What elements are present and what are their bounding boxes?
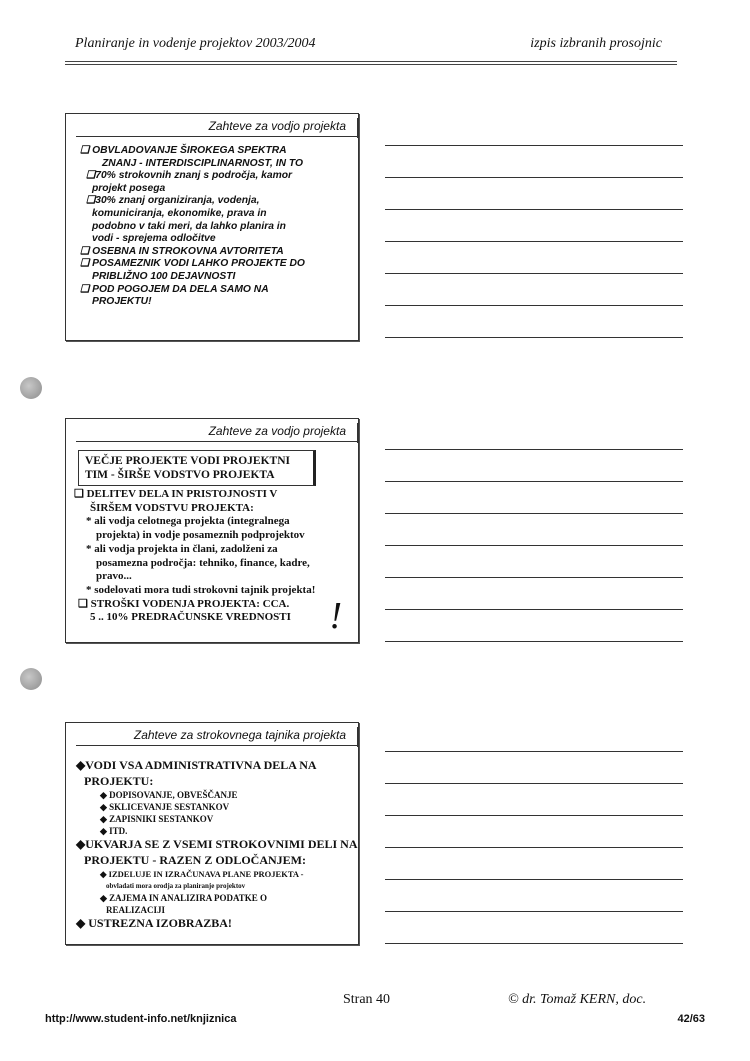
slide-3 bbox=[65, 722, 359, 945]
slide-line: * ali vodja projekta in člani, zadolženi za bbox=[86, 542, 278, 555]
slide-line: ◆ DOPISOVANJE, OBVEŠČANJE bbox=[100, 790, 238, 800]
slide-line: vodi - sprejema odločitve bbox=[92, 233, 216, 245]
slide-line: ◆ ZAJEMA IN ANALIZIRA PODATKE O bbox=[100, 893, 268, 903]
slide-1 bbox=[65, 113, 359, 341]
page-count: 42/63 bbox=[677, 1013, 705, 1025]
slide-line: ZNANJ - INTERDISCIPLINARNOST, IN TO bbox=[102, 157, 303, 169]
slide-line: 5 .. 10% PREDRAČUNSKE VREDNOSTI bbox=[90, 611, 291, 624]
slide-line: * ali vodja celotnega projekta (integralnega bbox=[86, 515, 290, 528]
slide-line: ◆ SKLICEVANJE SESTANKOV bbox=[100, 802, 230, 812]
slide-title: Zahteve za vodjo projekta bbox=[76, 419, 358, 442]
slide-line: PRIBLIŽNO 100 DEJAVNOSTI bbox=[92, 270, 236, 282]
slide-title: Zahteve za vodjo projekta bbox=[76, 114, 358, 137]
slide-line: ❑ STROŠKI VODENJA PROJEKTA: CCA. bbox=[78, 597, 290, 610]
notes-lines bbox=[385, 720, 683, 944]
punch-hole bbox=[20, 377, 42, 399]
slide-line: podobno v taki meri, da lahko planira in bbox=[92, 220, 286, 232]
page-number: Stran 40 bbox=[343, 992, 391, 1007]
slide-line: ❑ OBVLADOVANJE ŠIROKEGA SPEKTRA bbox=[80, 145, 287, 156]
slide-line: * sodelovati mora tudi strokovni tajnik projekta! bbox=[86, 583, 316, 596]
document-subtitle: izpis izbranih prosojnic bbox=[530, 36, 662, 51]
slide-line: PROJEKTU! bbox=[92, 296, 152, 308]
highlight-box bbox=[78, 450, 316, 486]
handwritten-exclamation: ! bbox=[329, 595, 342, 637]
slide-content bbox=[66, 486, 358, 625]
slide-content bbox=[66, 137, 358, 309]
slide-line: ◆ IZDELUJE IN IZRAČUNAVA PLANE PROJEKTA - bbox=[100, 869, 304, 879]
slide-line: ❑70% strokovnih znanj s področja, kamor bbox=[86, 170, 293, 182]
slide-line: ❑ OSEBNA IN STROKOVNA AVTORITETA bbox=[80, 245, 284, 257]
punch-hole bbox=[20, 668, 42, 690]
slide-line: ❑ POD POGOJEM DA DELA SAMO NA bbox=[80, 283, 269, 295]
document-title: Planiranje in vodenje projektov 2003/2004 bbox=[75, 36, 316, 51]
notes-lines bbox=[385, 418, 683, 642]
slide-2 bbox=[65, 418, 359, 643]
slide-line: pravo... bbox=[96, 570, 132, 583]
slide-line: REALIZACIJI bbox=[106, 905, 166, 915]
slide-line: komuniciranja, ekonomike, prava in bbox=[92, 207, 267, 219]
slide-line: PROJEKTU - RAZEN Z ODLOČANJEM: bbox=[84, 852, 307, 867]
slide-line: ❑30% znanj organiziranja, vodenja, bbox=[86, 195, 260, 207]
slide-title: Zahteve za strokovnega tajnika projekta bbox=[76, 723, 358, 746]
author: © dr. Tomaž KERN, doc. bbox=[508, 992, 647, 1007]
slide-line: ◆ USTREZNA IZOBRAZBA! bbox=[76, 916, 232, 930]
notes-lines bbox=[385, 114, 683, 338]
slide-line: projekta) in vodje posameznih podprojektov bbox=[96, 529, 305, 542]
slide-line: ❑ POSAMEZNIK VODI LAHKO PROJEKTE DO bbox=[80, 258, 305, 270]
box-line: TIM - ŠIRŠE VODSTVO PROJEKTA bbox=[85, 469, 275, 481]
source-url[interactable]: http://www.student-info.net/knjiznica bbox=[45, 1013, 237, 1025]
slide-line: ◆VODI VSA ADMINISTRATIVNA DELA NA bbox=[76, 758, 317, 772]
slide-line: projekt posega bbox=[92, 182, 166, 194]
slide-line: ŠIRŠEM VODSTVU PROJEKTA: bbox=[90, 501, 254, 514]
box-line: VEČJE PROJEKTE VODI PROJEKTNI bbox=[85, 455, 290, 467]
slide-line: ◆UKVARJA SE Z VSEMI STROKOVNIMI DELI NA bbox=[76, 837, 358, 851]
slide-line: ◆ ITD. bbox=[100, 826, 128, 836]
slide-line: ◆ ZAPISNIKI SESTANKOV bbox=[100, 814, 214, 824]
slide-content bbox=[66, 746, 358, 932]
slide-line: obvladati mora orodja za planiranje projektov bbox=[106, 882, 246, 890]
slide-line: posamezna področja: tehniko, finance, kadre, bbox=[96, 556, 310, 569]
slide-line: PROJEKTU: bbox=[84, 773, 154, 788]
slide-line: ❑ DELITEV DELA IN PRISTOJNOSTI V bbox=[74, 488, 278, 500]
header-rule bbox=[65, 61, 677, 65]
